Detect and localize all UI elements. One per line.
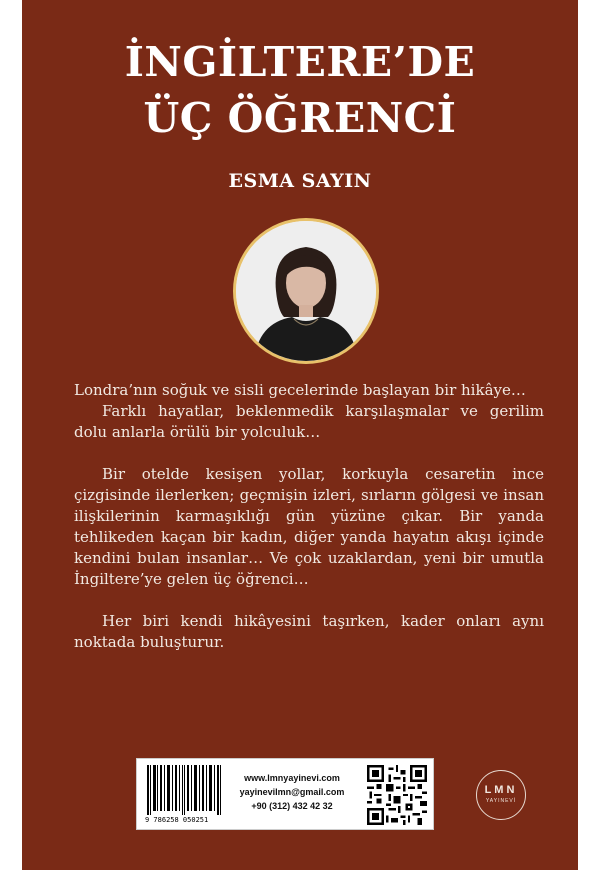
book-back-cover: [22, 0, 578, 870]
author-photo: [233, 218, 379, 364]
email-link[interactable]: yayinevilmn@gmail.com: [239, 787, 345, 797]
blurb-paragraph-3: Bir otelde kesişen yollar, korkuyla cesaretin ince çizgisinde ilerlerken; geçmişin izleri, sırların gölgesi ve insan ilişkilerinin karmaşıklığı gün yüzüne çıkar. Bir yanda tehlikeden kaçan bir kadın, diğer yanda hayatın akışı içinde kendini bulan insanlar… Ve çok uzaklardan, yeni bir umutla İngiltere’ye gelen üç öğrenci…: [74, 465, 544, 588]
logo-subtitle: YAYINEVİ: [485, 798, 517, 804]
publisher-contact: [233, 771, 351, 813]
title-line-1: İNGİLTERE’DE: [124, 38, 476, 86]
isbn-digits: 9 786258 050251: [145, 816, 209, 824]
title-line-2: ÜÇ ÖĞRENCİ: [143, 94, 457, 142]
logo-letters: LMN: [484, 784, 518, 796]
isbn-info-box: [136, 758, 434, 830]
qr-code-icon: [367, 765, 427, 825]
book-title: [22, 34, 578, 146]
website-link[interactable]: www.lmnyayinevi.com: [244, 773, 340, 783]
publisher-logo: [476, 770, 526, 820]
phone-number: +90 (312) 432 42 32: [251, 801, 333, 811]
blurb-paragraph-2: Farklı hayatlar, beklenmedik karşılaşmalar ve gerilim dolu anlarla örülü bir yolculuk…: [74, 402, 544, 441]
blurb-paragraph-4: Her biri kendi hikâyesini taşırken, kader onları aynı noktada buluşturur.: [74, 612, 544, 651]
blurb-paragraph-1: Londra’nın soğuk ve sisli gecelerinde başlayan bir hikâye…: [74, 381, 526, 399]
blurb-text: [74, 380, 544, 653]
barcode-icon: [145, 765, 223, 815]
author-name: ESMA SAYIN: [228, 170, 372, 192]
author-portrait-illustration: [236, 221, 376, 361]
